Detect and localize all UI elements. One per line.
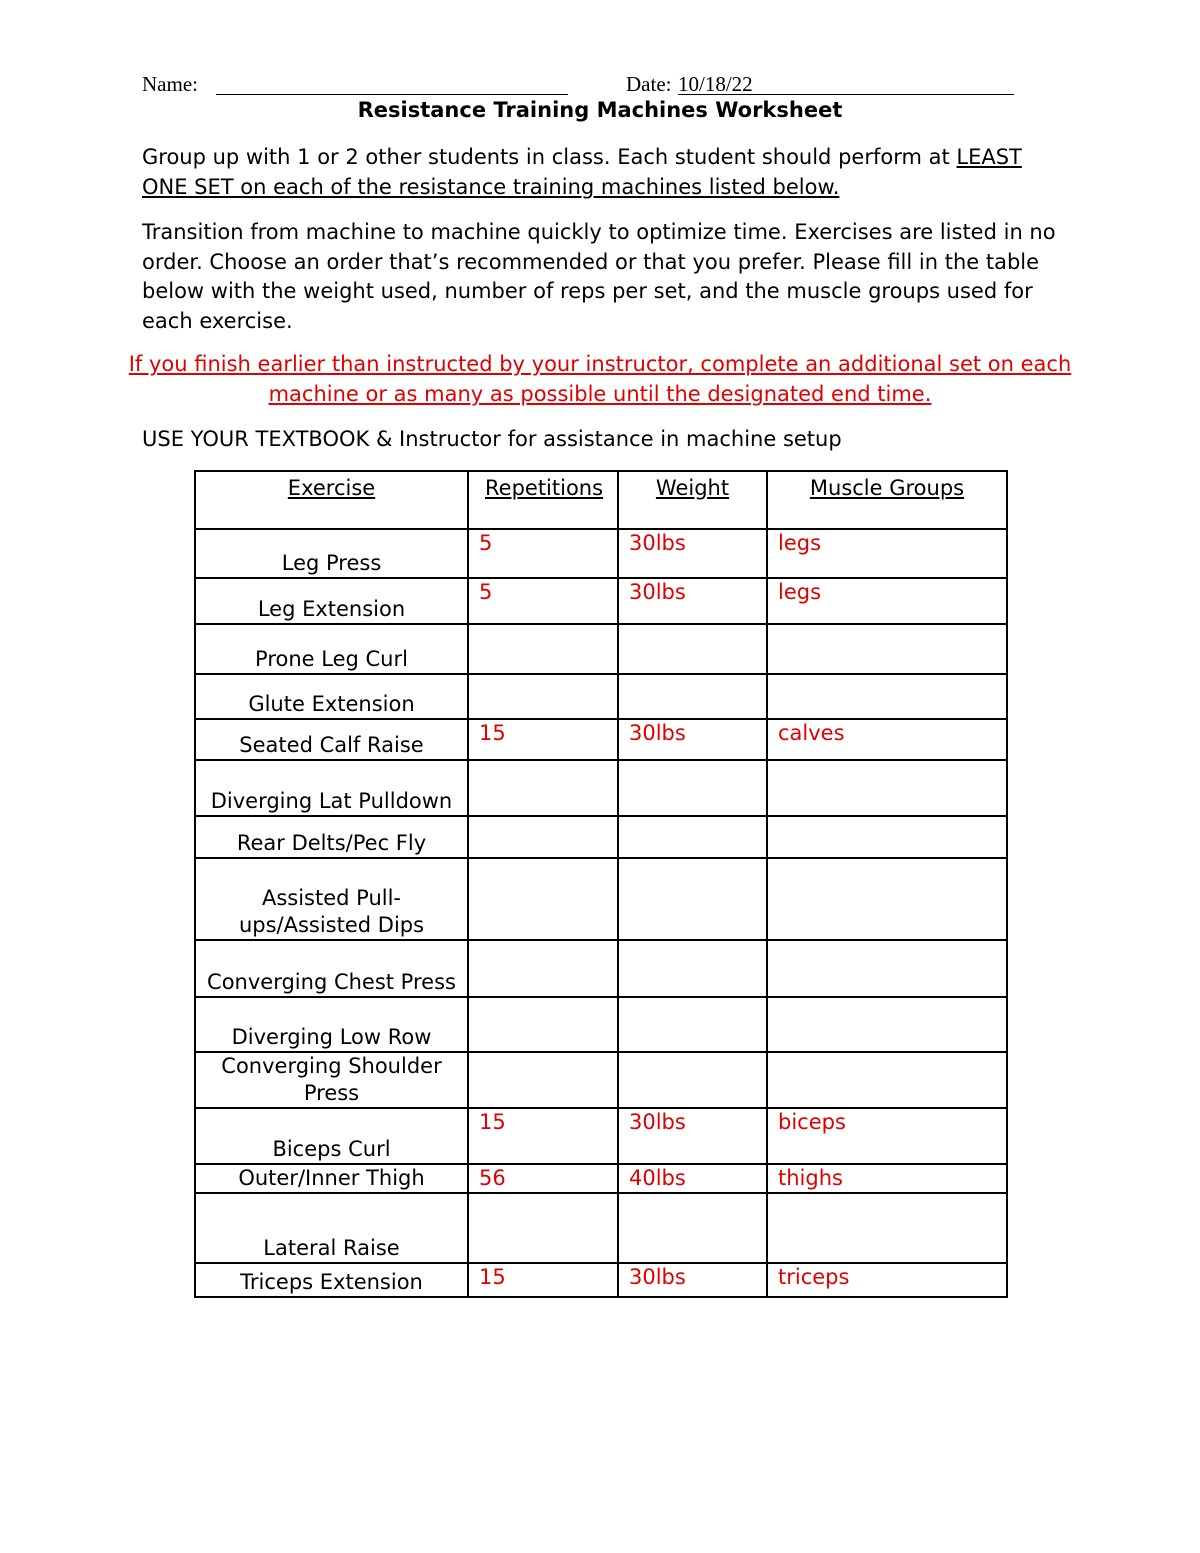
instructions-paragraph-4: USE YOUR TEXTBOOK & Instructor for assistance in machine setup [142, 427, 842, 451]
table-header-row [195, 471, 1007, 529]
reps-cell[interactable]: 15 [468, 719, 618, 760]
reps-cell[interactable]: 56 [468, 1164, 618, 1193]
weight-cell[interactable] [618, 624, 767, 674]
exercise-cell: Diverging Lat Pulldown [195, 760, 468, 816]
exercise-cell: Seated Calf Raise [195, 719, 468, 760]
table-row [195, 1263, 1007, 1297]
exercise-cell: Rear Delts/Pec Fly [195, 816, 468, 858]
muscle-groups-cell[interactable] [767, 624, 1007, 674]
table-row [195, 578, 1007, 624]
muscle-groups-cell[interactable] [767, 858, 1007, 940]
muscle-groups-cell[interactable] [767, 940, 1007, 997]
instructions-paragraph-2: Transition from machine to machine quickly to optimize time. Exercises are listed in no order. Choose an order that’s recommended or that you prefer. Please fill in the table below with the weight used, number of reps per set, and the muscle groups used for each exercise. [142, 220, 1056, 333]
weight-cell[interactable] [618, 1193, 767, 1263]
column-header-weight: Weight [618, 471, 767, 529]
muscle-groups-cell[interactable] [767, 997, 1007, 1052]
exercise-cell: Biceps Curl [195, 1108, 468, 1164]
reps-cell[interactable] [468, 624, 618, 674]
column-header-exercise: Exercise [195, 471, 468, 529]
weight-cell[interactable]: 30lbs [618, 1263, 767, 1297]
date-field[interactable]: 10/18/22 [678, 72, 1014, 95]
date-label: Date: [626, 72, 672, 96]
muscle-groups-cell[interactable]: legs [767, 529, 1007, 578]
exercise-cell: Prone Leg Curl [195, 624, 468, 674]
exercise-cell: Lateral Raise [195, 1193, 468, 1263]
exercise-cell: Diverging Low Row [195, 997, 468, 1052]
exercise-table [194, 470, 1008, 1298]
weight-cell[interactable] [618, 760, 767, 816]
reps-cell[interactable] [468, 674, 618, 719]
table-row [195, 529, 1007, 578]
exercise-cell: Leg Extension [195, 578, 468, 624]
table-row [195, 940, 1007, 997]
instructions-p1-underlined: LEAST ONE SET on each of the resistance training machines listed below. [142, 145, 1022, 199]
weight-cell[interactable]: 30lbs [618, 529, 767, 578]
weight-cell[interactable]: 30lbs [618, 719, 767, 760]
weight-cell[interactable] [618, 997, 767, 1052]
muscle-groups-cell[interactable] [767, 1193, 1007, 1263]
table-row [195, 858, 1007, 940]
weight-cell[interactable]: 40lbs [618, 1164, 767, 1193]
reps-cell[interactable]: 15 [468, 1263, 618, 1297]
weight-cell[interactable]: 30lbs [618, 1108, 767, 1164]
instructions-paragraph-1 [142, 143, 1072, 202]
muscle-groups-cell[interactable]: calves [767, 719, 1007, 760]
reps-cell[interactable] [468, 816, 618, 858]
table-row [195, 997, 1007, 1052]
name-label: Name: [142, 72, 198, 96]
weight-cell[interactable] [618, 940, 767, 997]
table-row [195, 1052, 1007, 1108]
weight-cell[interactable] [618, 674, 767, 719]
muscle-groups-cell[interactable] [767, 674, 1007, 719]
page-title: Resistance Training Machines Worksheet [357, 98, 843, 122]
column-header-repetitions: Repetitions [468, 471, 618, 529]
reps-cell[interactable]: 5 [468, 578, 618, 624]
weight-cell[interactable] [618, 1052, 767, 1108]
reps-cell[interactable]: 5 [468, 529, 618, 578]
table-row [195, 624, 1007, 674]
table-row [195, 1108, 1007, 1164]
name-date-line [142, 72, 1014, 100]
instructions-p1-text: Group up with 1 or 2 other students in class. Each student should perform at [142, 145, 950, 169]
exercise-cell: Outer/Inner Thigh [195, 1164, 468, 1193]
exercise-cell: Converging Chest Press [195, 940, 468, 997]
name-field[interactable] [216, 94, 568, 95]
instructions-warning: If you finish earlier than instructed by your instructor, complete an additional set on each machine or as many as possible until the designated end time. [128, 352, 1072, 406]
reps-cell[interactable] [468, 1052, 618, 1108]
exercise-cell: Converging Shoulder Press [195, 1052, 468, 1108]
exercise-cell: Leg Press [195, 529, 468, 578]
muscle-groups-cell[interactable]: triceps [767, 1263, 1007, 1297]
table-row [195, 760, 1007, 816]
reps-cell[interactable]: 15 [468, 1108, 618, 1164]
muscle-groups-cell[interactable]: thighs [767, 1164, 1007, 1193]
reps-cell[interactable] [468, 1193, 618, 1263]
exercise-cell: Assisted Pull-ups/Assisted Dips [195, 858, 468, 940]
muscle-groups-cell[interactable] [767, 816, 1007, 858]
reps-cell[interactable] [468, 997, 618, 1052]
reps-cell[interactable] [468, 940, 618, 997]
table-row [195, 674, 1007, 719]
exercise-cell: Triceps Extension [195, 1263, 468, 1297]
muscle-groups-cell[interactable] [767, 760, 1007, 816]
muscle-groups-cell[interactable]: legs [767, 578, 1007, 624]
muscle-groups-cell[interactable] [767, 1052, 1007, 1108]
table-row [195, 1193, 1007, 1263]
table-row [195, 816, 1007, 858]
exercise-cell: Glute Extension [195, 674, 468, 719]
reps-cell[interactable] [468, 760, 618, 816]
weight-cell[interactable] [618, 816, 767, 858]
muscle-groups-cell[interactable]: biceps [767, 1108, 1007, 1164]
weight-cell[interactable]: 30lbs [618, 578, 767, 624]
weight-cell[interactable] [618, 858, 767, 940]
column-header-muscle-groups: Muscle Groups [767, 471, 1007, 529]
reps-cell[interactable] [468, 858, 618, 940]
table-row [195, 1164, 1007, 1193]
table-row [195, 719, 1007, 760]
